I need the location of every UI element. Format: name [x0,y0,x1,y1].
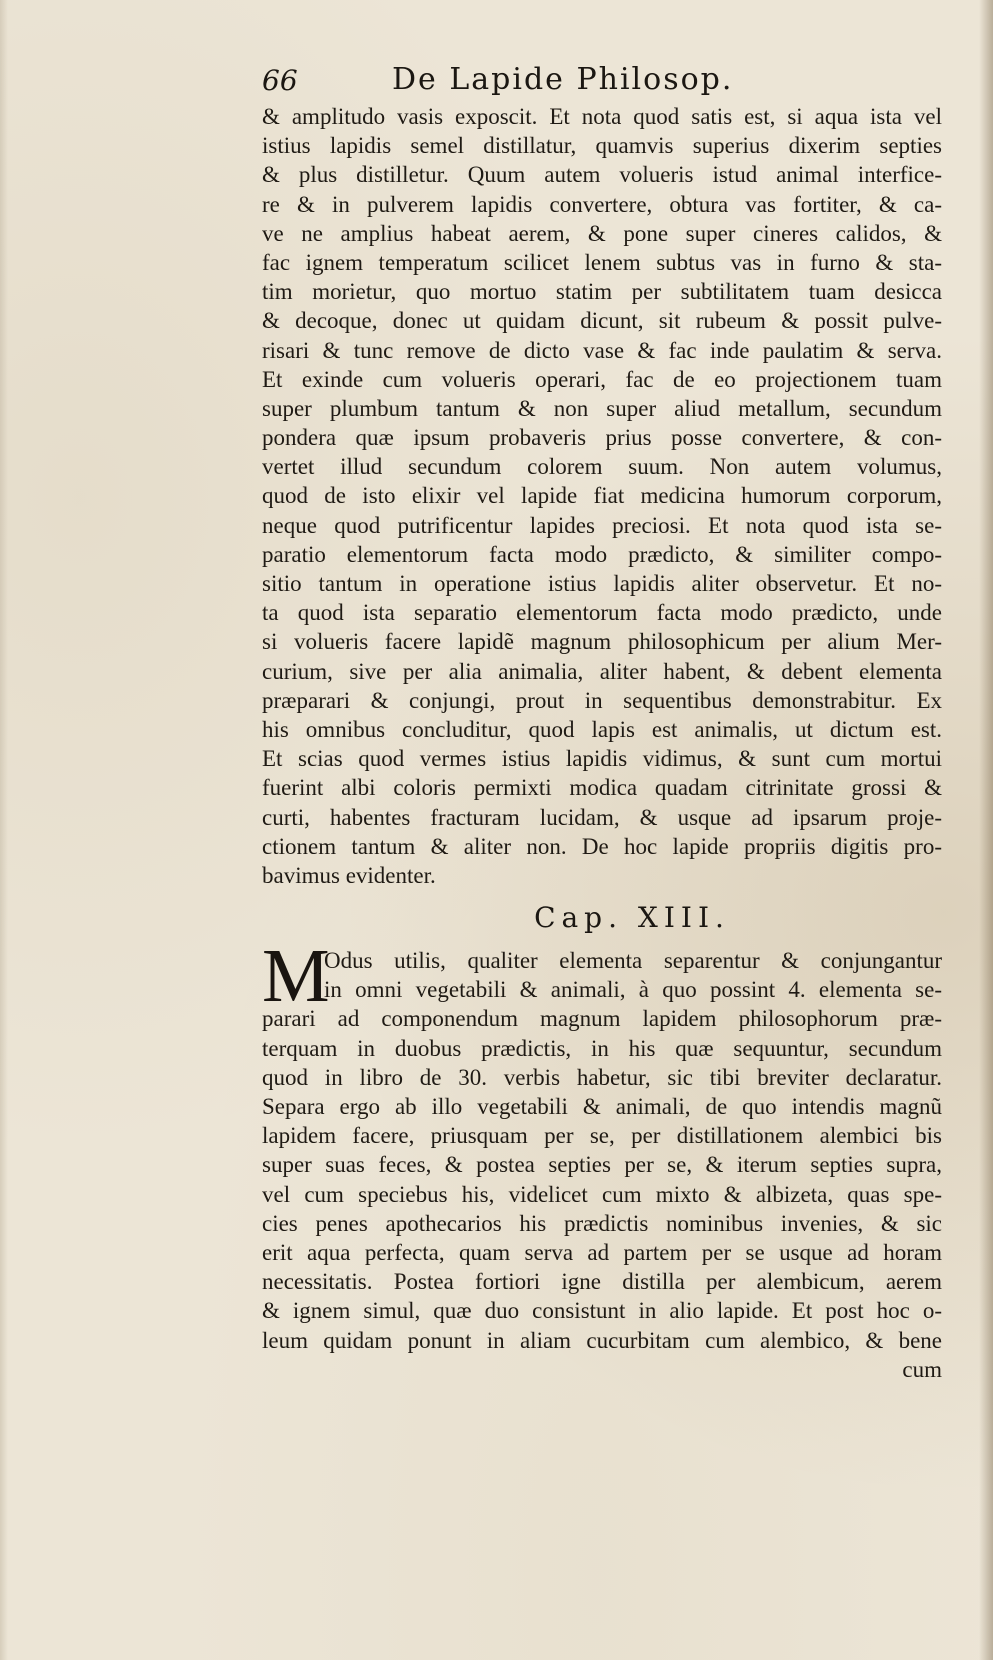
drop-cap-initial: M [262,934,330,1019]
text-line: quod in libro de 30. verbis habetur, sic tibi breviter declaratur. [262,1064,942,1090]
paragraph-continued [262,102,942,890]
page-header [262,62,942,102]
text-line: in omni vegetabili & animali, à quo possint 4. elementa se- [324,977,942,1003]
text-block [262,102,942,1384]
text-line: neque quod putrificentur lapides preciosi. Et nota quod ista se- [262,512,942,538]
text-line: vel cum speciebus his, videlicet cum mixto & albizeta, quas spe- [262,1181,942,1207]
text-line: curium, sive per alia animalia, aliter habent, & debent elementa [262,658,942,684]
text-line: lapidem facere, priusquam per se, per distillationem alembici bis [262,1123,942,1149]
text-line: & amplitudo vasis exposcit. Et nota quod satis est, si aqua ista vel [262,104,942,129]
text-line: re & in pulverem lapidis convertere, obtura vas fortiter, & ca- [262,191,942,217]
text-line: leum quidam ponunt in aliam cucurbitam cum alembico, & bene [262,1327,942,1353]
text-line: pondera quæ ipsum probaveris prius posse convertere, & con- [262,425,942,451]
chapter-heading: Cap. XIII. [534,901,730,935]
text-line: ve ne amplius habeat aerem, & pone super cineres calidos, & [262,220,942,246]
text-line: tim morietur, quo mortuo statim per subtilitatem tuam desicca [262,279,942,305]
text-line: & decoque, donec ut quidam dicunt, sit rubeum & possit pulve- [262,308,942,334]
text-line: Et exinde cum volueris operari, fac de eo projectionem tuam [262,366,942,392]
text-line: super suas feces, & postea septies per se, & iterum septies supra, [262,1152,942,1178]
text-line: necessitatis. Postea fortiori igne distilla per alembicum, aerem [262,1269,942,1295]
page-left-edge [0,0,8,1660]
text-line: his omnibus concluditur, quod lapis est animalis, ut dictum est. [262,716,942,742]
text-line: quod de isto elixir vel lapide fiat medicina humorum corporum, [262,483,942,509]
text-line: ta quod ista separatio elementorum facta modo prædicto, unde [262,600,942,626]
text-line: præparari & conjungi, prout in sequentibus demonstrabitur. Ex [262,687,942,713]
text-line: Et scias quod vermes istius lapidis vidimus, & sunt cum mortui [262,746,942,772]
page-spine-shadow [979,0,993,1660]
text-line: erit aqua perfecta, quam serva ad partem per se usque ad horam [262,1239,942,1265]
text-line: paratio elementorum facta modo prædicto, & similiter compo- [262,541,942,567]
text-line: sitio tantum in operatione istius lapidis aliter observetur. Et no- [262,571,942,596]
catchword: cum [902,1356,942,1382]
text-line: terquam in duobus prædictis, in his quæ sequuntur, secundum [262,1035,942,1061]
text-line: parari ad componendum magnum lapidem philosophorum præ- [262,1006,942,1032]
text-line: si volueris facere lapidẽ magnum philosophicum per alium Mer- [262,629,942,655]
text-line: super plumbum tantum & non super aliud metallum, secundum [262,395,942,421]
text-line: cies penes apothecarios his prædictis nominibus invenies, & sic [262,1210,942,1236]
text-line: vertet illud secundum colorem suum. Non autem volumus, [262,454,942,480]
text-line: & plus distilletur. Quum autem volueris istud animal interfice- [262,162,942,188]
text-line: risari & tunc remove de dicto vase & fac inde paulatim & serva. [262,337,942,363]
chapter-paragraph [262,934,942,1355]
text-line: bavimus evidenter. [262,862,436,888]
text-line: Odus utilis, qualiter elementa separentur & conjungantur [324,948,942,974]
text-line: Separa ergo ab illo vegetabili & animali, de quo intendis magnũ [262,1094,942,1119]
running-title: De Lapide Philosop. [392,62,734,97]
chapter-body [262,934,942,1384]
text-line: curti, habentes fracturam lucidam, & usque ad ipsarum proje- [262,804,942,830]
text-line: fac ignem temperatum scilicet lenem subtus vas in furno & sta- [262,249,942,275]
text-line: & ignem simul, quæ duo consistunt in alio lapide. Et post hoc o- [262,1298,942,1324]
text-line: fuerint albi coloris permixti modica quadam citrinitate grossi & [262,775,942,801]
page-number: 66 [262,64,298,97]
text-line: ctionem tantum & aliter non. De hoc lapide propriis digitis pro- [262,833,942,859]
text-line: istius lapidis semel distillatur, quamvis superius dixerim septies [262,133,942,159]
